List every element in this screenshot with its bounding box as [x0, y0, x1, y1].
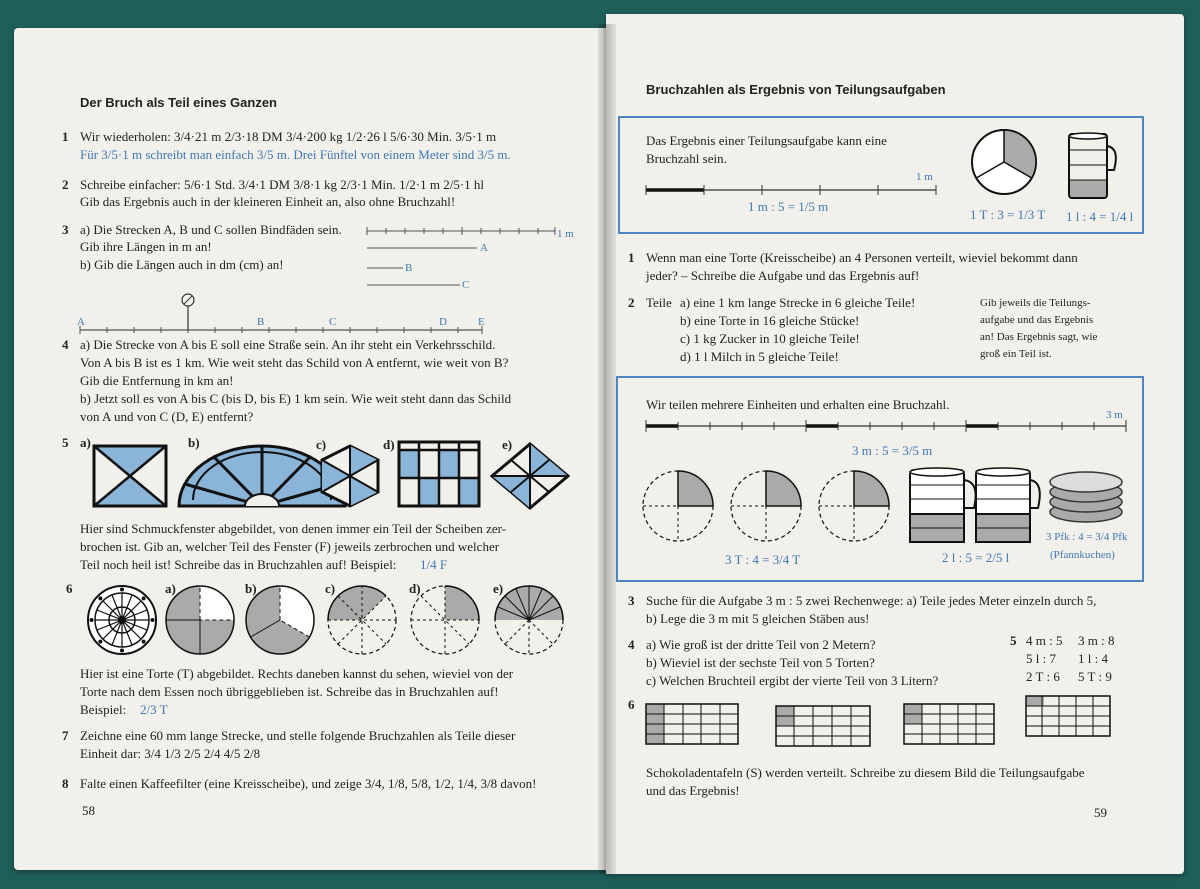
ex1-line2: Für 3/5·1 m schreibt man einfach 3/5 m. Drei Fünftel von einem Meter sind 3/5 m.: [80, 147, 511, 162]
r-ex6-text2: und das Ergebnis!: [646, 783, 740, 798]
r-ex2-item-b: b) eine Torte in 16 gleiche Stücke!: [680, 313, 860, 328]
r-ex2-note3: an! Das Ergebnis sagt, wie: [980, 331, 1098, 343]
ex5-label-c: c): [316, 437, 327, 452]
chocolate-bar-4: [1026, 696, 1110, 736]
box2-text1: Wir teilen mehrere Einheiten und erhalten eine Bruchzahl.: [646, 397, 950, 412]
road-label-d: D: [439, 316, 447, 328]
box2-pancake-stack-icon: [1046, 468, 1130, 528]
r-ex2-item-c: c) 1 kg Zucker in 10 gleiche Teile!: [680, 331, 860, 346]
r-ex6-text1: Schokoladentafeln (S) werden verteilt. Schreibe zu diesem Bild die Teilungsaufgabe: [646, 765, 1085, 780]
cake-a: [166, 586, 234, 654]
cake-e: [495, 586, 563, 654]
ex6-example: 2/3 T: [140, 702, 168, 717]
r-ex4-number: 4: [628, 637, 635, 652]
r-ex5-c1-r3: 2 T : 6: [1026, 669, 1060, 684]
ex5-example: 1/4 F: [420, 557, 448, 572]
chocolate-bar-3: [904, 704, 994, 744]
r-ex4-c: c) Welchen Bruchteil ergibt der vierte Teil von 3 Litern?: [646, 673, 939, 688]
r-ex5-c2-r2: 1 l : 4: [1078, 651, 1108, 666]
ex6-text3: Beispiel:: [80, 702, 127, 717]
window-b: [179, 446, 345, 506]
ex3-a-line1: a) Die Strecken A, B und C sollen Bindfäden sein.: [80, 222, 342, 237]
ex1-line1: Wir wiederholen: 3/4·21 m 2/3·18 DM 3/4·200 kg 1/2·26 l 5/6·30 Min. 3/5·1 m: [80, 129, 497, 144]
ex6-cakes-figure: [82, 584, 572, 656]
r-ex1-number: 1: [628, 250, 635, 265]
box2-three-meter-line: [646, 416, 1130, 436]
r-ex1-text1: Wenn man eine Torte (Kreisscheibe) an 4 Personen verteilt, wieviel bekommt dann: [646, 250, 1078, 265]
ex5-windows-figure: [90, 440, 580, 512]
box1-meter-line: [646, 180, 946, 200]
cake-d: [411, 586, 479, 654]
r-ex6-chocolate-bars: [646, 696, 1116, 756]
r-ex3-number: 3: [628, 593, 635, 608]
r-ex1-text2: jeder? – Schreibe die Aufgabe und das Ergebnis auf!: [646, 268, 920, 283]
box1-eq-cake: 1 T : 3 = 1/3 T: [970, 207, 1046, 222]
ex4-line1: a) Die Strecke von A bis E soll eine Straße sein. An ihr steht ein Verkehrsschild.: [80, 337, 496, 352]
window-e: [492, 444, 568, 508]
r-ex5-c1-r1: 4 m : 5: [1026, 633, 1063, 648]
box2-eq-meter: 3 m : 5 = 3/5 m: [852, 443, 933, 458]
meter-scale: [367, 227, 555, 235]
box1-measuring-jug-icon: [1064, 130, 1128, 204]
ex7-text2: Einheit dar: 3/4 1/3 2/5 2/4 4/5 2/8: [80, 746, 261, 761]
ex3-a-line2: Gib ihre Längen in m an!: [80, 239, 212, 254]
ex4-line3: Gib die Entfernung in km an!: [80, 373, 234, 388]
box2-pancake-note: (Pfannkuchen): [1050, 549, 1115, 561]
road-figure: [78, 292, 498, 336]
ex4-line2: Von A bis B ist es 1 km. Wie weit steht das Schild von A entfernt, wie weit von B?: [80, 355, 509, 370]
ex4-line5: von A und von C (D, E) entfernt?: [80, 409, 254, 424]
r-ex2-note4: groß ein Teil ist.: [980, 348, 1052, 360]
road-label-e: E: [478, 316, 485, 328]
r-ex2-number: 2: [628, 295, 635, 310]
box2-two-jugs-icon: [906, 462, 1040, 546]
ex6-label-c: c): [325, 581, 336, 596]
left-page-number: 58: [82, 803, 95, 818]
right-heading: Bruchzahlen als Ergebnis von Teilungsaufgaben: [646, 82, 946, 97]
book-gutter: [598, 24, 616, 874]
chocolate-bar-1: [646, 704, 738, 744]
ex5-text2: brochen ist. Gib an, welcher Teil des Fenster (F) jeweils zerbrochen und welcher: [80, 539, 500, 554]
ex7-number: 7: [62, 728, 69, 743]
ex3-b: b) Gib die Längen auch in dm (cm) an!: [80, 257, 284, 272]
r-ex4-a: a) Wie groß ist der dritte Teil von 2 Metern?: [646, 637, 876, 652]
box1-text2: Bruchzahl sein.: [646, 151, 727, 166]
ex6-text2: Torte nach dem Essen noch übriggeblieben ist. Schreibe das in Bruchzahlen auf!: [80, 684, 499, 699]
box2-scale-label: 3 m: [1106, 409, 1123, 421]
ex5-label-d: d): [383, 437, 395, 452]
r-ex4-b: b) Wieviel ist der sechste Teil von 5 Torten?: [646, 655, 875, 670]
r-ex2-item-d: d) 1 l Milch in 5 gleiche Teile!: [680, 349, 839, 364]
ex8-text1: Falte einen Kaffeefilter (eine Kreisscheibe), und zeige 3/4, 1/8, 5/8, 1/2, 1/4, 3/8 davon!: [80, 776, 537, 791]
box1-scale-label: 1 m: [916, 171, 933, 183]
box1-eq-meter: 1 m : 5 = 1/5 m: [748, 199, 829, 214]
ex5-label-a: a): [80, 435, 91, 450]
r-ex2-item-a: a) eine 1 km lange Strecke in 6 gleiche Teile!: [680, 295, 916, 310]
segment-c-label: C: [462, 279, 470, 291]
box2-eq-cake: 3 T : 4 = 3/4 T: [725, 552, 801, 567]
r-ex5-c2-r1: 3 m : 8: [1078, 633, 1115, 648]
box2-eq-pancake: 3 Pfk : 4 = 3/4 Pfk: [1046, 531, 1128, 543]
road-label-a: A: [77, 316, 85, 328]
ex3-number: 3: [62, 222, 69, 237]
r-ex2-note2: aufgabe und das Ergebnis: [980, 314, 1094, 326]
window-a: [94, 446, 166, 506]
window-c: [322, 446, 378, 506]
r-ex3-text2: b) Lege die 3 m mit 5 gleichen Stäben aus!: [646, 611, 870, 626]
ex2-number: 2: [62, 177, 69, 192]
ex6-label-b: b): [245, 581, 257, 596]
ex2-line1: Schreibe einfacher: 5/6·1 Std. 3/4·1 DM 3/8·1 kg 2/3·1 Min. 1/2·1 m 2/5·1 hl: [80, 177, 485, 192]
ex6-label-d: d): [409, 581, 421, 596]
ex5-label-b: b): [188, 435, 200, 450]
ex6-label-a: a): [165, 581, 176, 596]
box1-eq-liter: 1 l : 4 = 1/4 l: [1066, 209, 1134, 224]
traffic-sign-icon: [182, 294, 194, 330]
road-label-c: C: [329, 316, 337, 328]
ex5-text1: Hier sind Schmuckfenster abgebildet, von denen immer ein Teil der Scheiben zer-: [80, 521, 507, 536]
decorated-cake-icon: [88, 586, 156, 654]
box1-text1: Das Ergebnis einer Teilungsaufgabe kann eine: [646, 133, 887, 148]
segment-b-label: B: [405, 262, 413, 274]
r-ex5-c1-r2: 5 l : 7: [1026, 651, 1056, 666]
box2-three-cakes: [640, 466, 910, 546]
ex7-text1: Zeichne eine 60 mm lange Strecke, und stelle folgende Bruchzahlen als Teile dieser: [80, 728, 516, 743]
scale-label-1m: 1 m: [557, 228, 574, 240]
ex5-number: 5: [62, 435, 69, 450]
ex6-number: 6: [66, 581, 73, 596]
ex5-label-e: e): [502, 437, 513, 452]
segment-a-label: A: [480, 242, 488, 254]
r-ex6-number: 6: [628, 697, 635, 712]
r-ex5-c2-r3: 5 T : 9: [1078, 669, 1112, 684]
r-ex2-note1: Gib jeweils die Teilungs-: [980, 297, 1091, 309]
ex6-label-e: e): [493, 581, 504, 596]
ex4-line4: b) Jetzt soll es von A bis C (bis D, bis E) 1 km sein. Wie weit steht dann das Schild: [80, 391, 512, 406]
ex3-segments-figure: [365, 222, 575, 292]
road-label-b: B: [257, 316, 265, 328]
ex8-number: 8: [62, 776, 69, 791]
cake-c: [328, 586, 396, 654]
ex4-number: 4: [62, 337, 69, 352]
left-heading: Der Bruch als Teil eines Ganzen: [80, 95, 277, 110]
ex5-text3: Teil noch heil ist! Schreibe das in Bruchzahlen auf! Beispiel:: [80, 557, 397, 572]
window-d: [399, 442, 479, 506]
right-page-number: 59: [1094, 805, 1107, 820]
ex6-text1: Hier ist eine Torte (T) abgebildet. Rechts daneben kannst du sehen, wieviel von der: [80, 666, 514, 681]
chocolate-bar-2: [776, 706, 870, 746]
r-ex5-number: 5: [1010, 633, 1017, 648]
cake-b: [246, 586, 314, 654]
box1-cake-thirds: [970, 124, 1040, 198]
box2-eq-liter: 2 l : 5 = 2/5 l: [942, 550, 1010, 565]
r-ex2-lead: Teile: [646, 295, 672, 310]
r-ex3-text1: Suche für die Aufgabe 3 m : 5 zwei Rechenwege: a) Teile jedes Meter einzeln durch 5,: [646, 593, 1097, 608]
ex1-number: 1: [62, 129, 69, 144]
ex2-line2: Gib das Ergebnis auch in der kleineren Einheit an, also ohne Bruchzahl!: [80, 194, 456, 209]
